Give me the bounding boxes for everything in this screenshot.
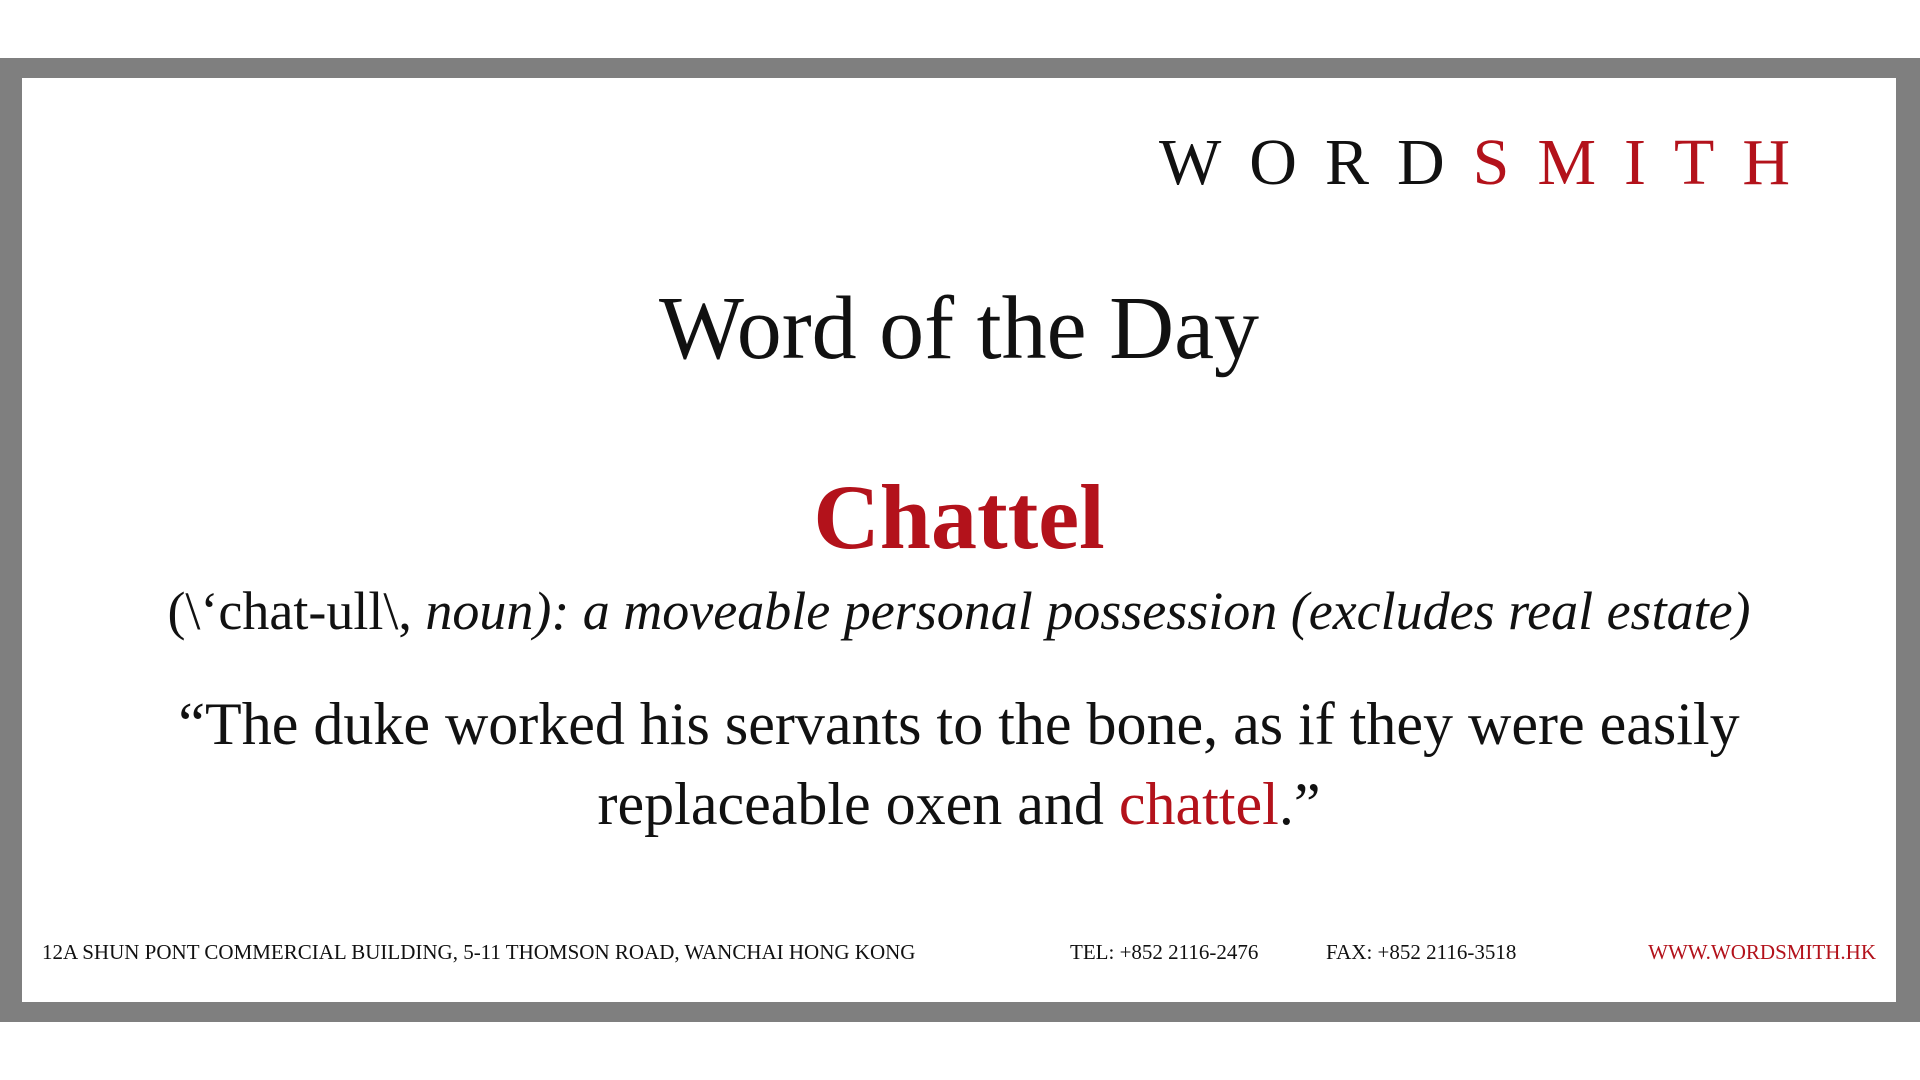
card-content — [22, 78, 1896, 1002]
logo-word-part: WORD — [1158, 126, 1473, 199]
wordsmith-logo — [1158, 126, 1818, 199]
page-title: Word of the Day — [658, 279, 1260, 378]
word-definition — [22, 582, 1896, 641]
footer-telephone: TEL: +852 2116-2476 — [1070, 940, 1259, 964]
footer-address: 12A SHUN PONT COMMERCIAL BUILDING, 5-11 THOMSON ROAD, WANCHAI HONG KONG — [42, 940, 916, 964]
example-text-after: .” — [1278, 771, 1321, 837]
definition-meaning: noun): a moveable personal possession (excludes real estate) — [425, 581, 1751, 641]
featured-word: Chattel — [813, 466, 1105, 568]
card-frame — [0, 58, 1920, 1022]
logo-smith-part: SMITH — [1472, 126, 1818, 199]
footer-website-link[interactable]: WWW.WORDSMITH.HK — [1648, 940, 1876, 964]
pronunciation: (\‘chat-ull\, — [167, 581, 426, 641]
footer-fax: FAX: +852 2116-3518 — [1326, 940, 1517, 964]
example-highlighted-word: chattel — [1118, 771, 1279, 837]
example-text-before: “The duke worked his servants to the bone, as if they were easily replaceable oxen and — [178, 691, 1740, 837]
example-sentence — [122, 684, 1796, 844]
